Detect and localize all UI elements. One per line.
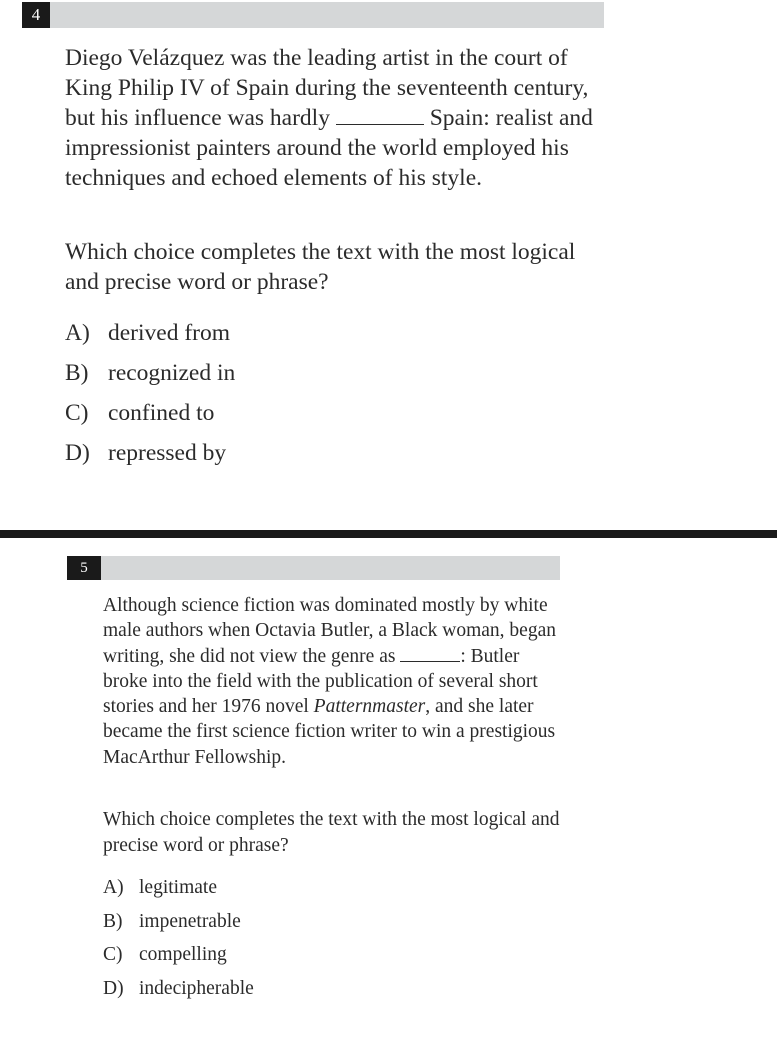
question-number-badge: 4 — [22, 2, 50, 28]
choice-letter: A) — [103, 877, 124, 898]
question-prompt: Which choice completes the text with the most logical and precise word or phrase? — [103, 809, 560, 856]
passage-text: Diego Velázquez was the leading artist in the court of King Philip IV of Spain during the seventeenth century, but his influence was hardly — [65, 45, 589, 131]
answer-choice-d[interactable] — [65, 433, 235, 473]
choice-letter: B) — [65, 360, 89, 386]
answer-choice-d[interactable] — [103, 972, 254, 1006]
answer-choice-a[interactable] — [103, 871, 254, 905]
choice-text: impenetrable — [139, 910, 241, 932]
passage-text: Although science fiction was dominated mostly by white male authors when Octavia Butler, a Black woman, began writing, she did not view the genre as — [103, 595, 556, 667]
answer-choices — [103, 871, 254, 1005]
choice-letter: D) — [103, 977, 124, 999]
choice-text: recognized in — [108, 360, 236, 386]
answer-choice-b[interactable] — [65, 353, 235, 393]
question-passage — [65, 43, 605, 193]
answer-blank — [336, 104, 424, 125]
answer-choice-a[interactable] — [65, 313, 235, 353]
answer-choice-b[interactable] — [103, 905, 254, 939]
choice-text: confined to — [108, 400, 215, 426]
choice-letter: D) — [65, 440, 90, 466]
choice-text: derived from — [108, 320, 231, 346]
choice-text: indecipherable — [139, 977, 254, 999]
choice-letter: C) — [103, 944, 123, 966]
passage-text: Spain: realist and impressionist painters around the world employed his techniques and echoed elements of his style. — [65, 105, 593, 191]
choice-text: legitimate — [139, 877, 217, 898]
answer-choices — [65, 313, 235, 473]
choice-letter: A) — [65, 320, 90, 346]
novel-title: Patternmaster — [313, 696, 426, 718]
question-header-bar — [22, 2, 604, 28]
choice-text: compelling — [139, 944, 227, 966]
question-passage — [103, 593, 563, 770]
question-prompt: Which choice completes the text with the most logical and precise word or phrase? — [65, 239, 576, 295]
page-divider — [0, 530, 777, 538]
passage-text: : Butler broke into the field with the publication of several short stories and her 1976 novel — [103, 645, 538, 718]
choice-letter: B) — [103, 910, 123, 932]
question-number-badge: 5 — [67, 556, 101, 580]
choice-letter: C) — [65, 400, 89, 426]
answer-blank — [400, 644, 460, 662]
passage-text: , and she later became the first science fiction writer to win a prestigious MacArthur Fellowship. — [103, 696, 556, 768]
answer-choice-c[interactable] — [65, 393, 235, 433]
choice-text: repressed by — [108, 440, 227, 466]
question-header-bar — [67, 556, 560, 580]
answer-choice-c[interactable] — [103, 938, 254, 972]
